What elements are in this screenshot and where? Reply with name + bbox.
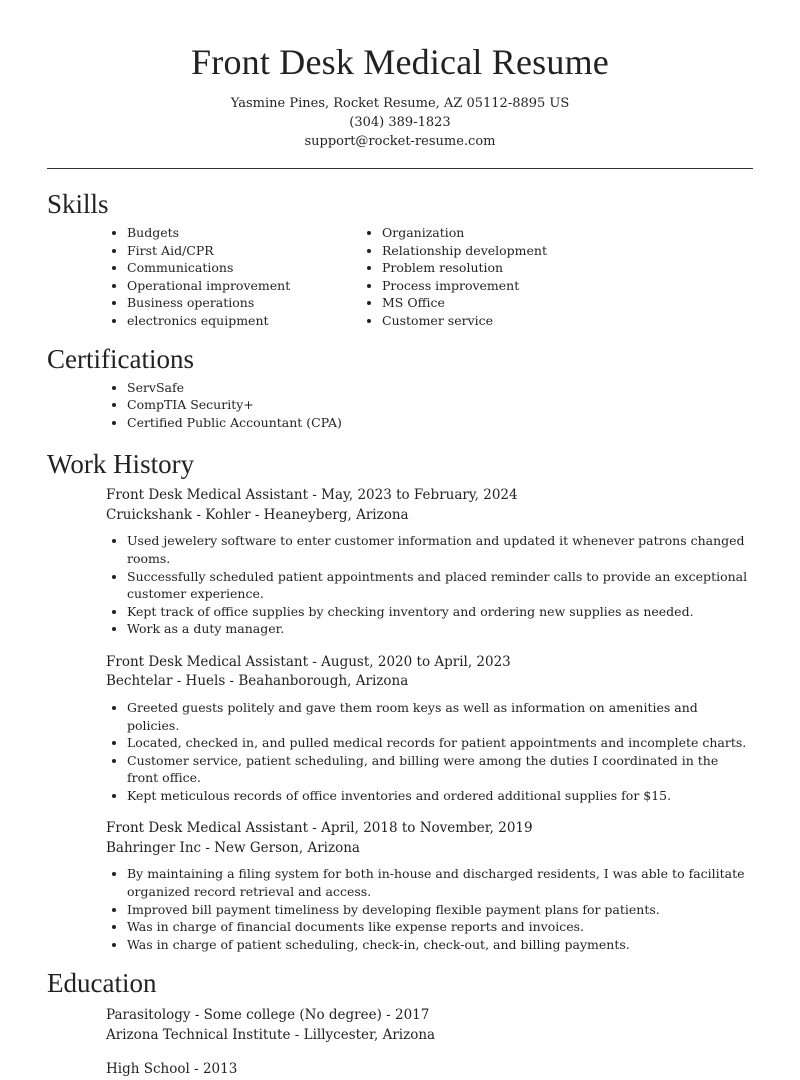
skill-item: • First Aid/CPR — [127, 242, 367, 260]
certification-item: • Certified Public Accountant (CPA) — [127, 414, 753, 432]
job-company-line: Bahringer Inc - New Gerson, Arizona — [106, 839, 360, 856]
skill-item: • Process improvement — [382, 277, 687, 295]
skill-item: • Communications — [127, 259, 367, 277]
certification-item: • ServSafe — [127, 379, 753, 397]
education-section — [0, 967, 800, 1080]
work-history-section — [0, 448, 800, 953]
job-title-line: Front Desk Medical Assistant - August, 2020 to April, 2023 — [106, 653, 511, 670]
job-bullet: • Customer service, patient scheduling, and billing were among the duties I coordinated in the front office. — [127, 752, 753, 787]
job-entry — [106, 486, 753, 638]
job-bullets — [106, 699, 753, 805]
certifications-section — [0, 343, 800, 432]
education-title-line: Parasitology - Some college (No degree) - 2017 — [106, 1007, 430, 1024]
job-entry — [106, 819, 753, 953]
job-bullet: • Greeted guests politely and gave them room keys as well as information on amenities and policies. — [127, 699, 753, 734]
skill-item: • electronics equipment — [127, 312, 367, 330]
education-entry — [106, 1006, 753, 1045]
skill-item: • MS Office — [382, 294, 687, 312]
certifications-heading: Certifications — [47, 343, 194, 374]
contact-address: Yasmine Pines, Rocket Resume, AZ 05112-8895 US — [230, 96, 570, 111]
skill-item: • Customer service — [382, 312, 687, 330]
certifications-list — [47, 379, 753, 432]
education-school-line: Arizona Technical Institute - Lillycester, Arizona — [106, 1026, 436, 1043]
skill-item: • Operational improvement — [127, 277, 367, 295]
job-bullets — [106, 532, 753, 638]
education-entry — [106, 1060, 753, 1080]
job-bullet: • Improved bill payment timeliness by developing flexible payment plans for patients. — [127, 901, 753, 919]
contact-phone: (304) 389-1823 — [349, 115, 451, 130]
skills-columns — [47, 220, 753, 330]
skill-item: • Problem resolution — [382, 259, 687, 277]
job-bullet: • Was in charge of financial documents like expense reports and invoices. — [127, 918, 753, 936]
skill-item: • Business operations — [127, 294, 367, 312]
skills-list-right — [367, 224, 687, 330]
job-entry — [106, 653, 753, 805]
resume-header — [0, 0, 800, 151]
education-title-line: High School - 2013 — [106, 1061, 238, 1078]
skills-section — [0, 188, 800, 330]
resume-title: Front Desk Medical Resume — [191, 42, 609, 82]
job-bullet: • Successfully scheduled patient appointments and placed reminder calls to provide an exceptional customer experience. — [127, 568, 753, 603]
contact-block — [0, 94, 800, 151]
skill-item: • Organization — [382, 224, 687, 242]
skills-heading: Skills — [47, 189, 109, 219]
job-bullet: • Kept meticulous records of office inventories and ordered additional supplies for $15. — [127, 787, 753, 805]
header-divider — [47, 168, 753, 169]
job-bullet: • By maintaining a filing system for both in-house and discharged residents, I was able to facilitate organized record retrieval and access. — [127, 865, 753, 900]
education-heading: Education — [47, 968, 157, 999]
job-bullets — [106, 865, 753, 953]
job-bullet: • Work as a duty manager. — [127, 620, 753, 638]
job-company-line: Cruickshank - Kohler - Heaneyberg, Arizona — [106, 506, 409, 523]
skill-item: • Budgets — [127, 224, 367, 242]
skills-list-left — [47, 224, 367, 330]
skill-item: • Relationship development — [382, 242, 687, 260]
contact-email: support@rocket-resume.com — [304, 134, 496, 149]
work-history-heading: Work History — [47, 449, 195, 480]
job-title-line: Front Desk Medical Assistant - May, 2023 to February, 2024 — [106, 487, 518, 504]
job-bullet: • Located, checked in, and pulled medical records for patient appointments and incomplete charts. — [127, 734, 753, 752]
job-bullet: • Was in charge of patient scheduling, check-in, check-out, and billing payments. — [127, 936, 753, 954]
certification-item: • CompTIA Security+ — [127, 396, 753, 414]
job-bullet: • Used jewelery software to enter customer information and updated it whenever patrons changed rooms. — [127, 532, 753, 567]
job-bullet: • Kept track of office supplies by checking inventory and ordering new supplies as needed. — [127, 603, 753, 621]
job-title-line: Front Desk Medical Assistant - April, 2018 to November, 2019 — [106, 820, 533, 837]
job-company-line: Bechtelar - Huels - Beahanborough, Arizona — [106, 673, 409, 690]
